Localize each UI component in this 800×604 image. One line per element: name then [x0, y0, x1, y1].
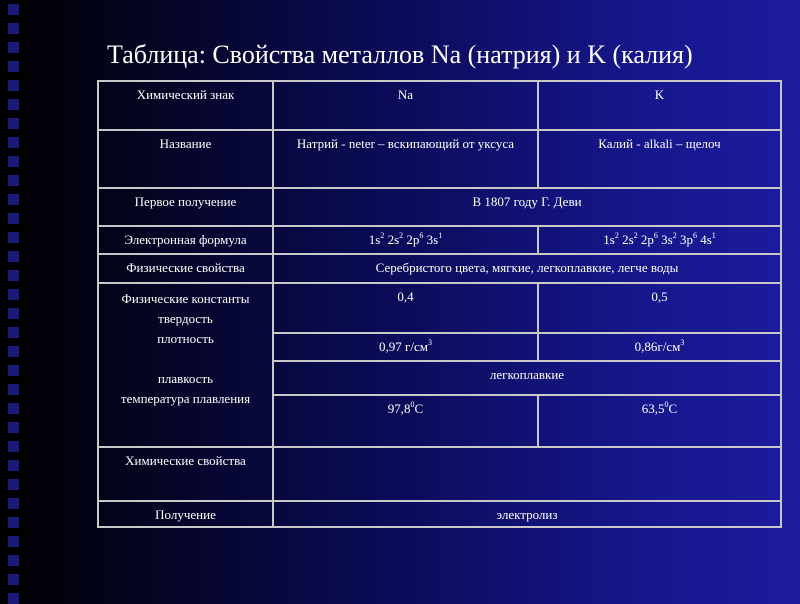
value-symbol-na: Na — [273, 81, 538, 130]
film-hole — [8, 194, 19, 205]
value-density-na: 0,97 $г/см^3$ — [273, 333, 538, 361]
table-row — [98, 81, 781, 130]
label-melting-temperature: температура плавления — [120, 391, 251, 406]
value-obtaining: электролиз — [273, 501, 781, 527]
label-fusibility: плавкость — [157, 371, 214, 386]
value-hardness-na: 0,4 — [273, 283, 538, 333]
film-hole — [8, 536, 19, 547]
table-row — [98, 226, 781, 254]
value-name-na: Натрий - neter – вскипающий от уксуса — [273, 130, 538, 188]
table-row — [98, 501, 781, 527]
label-physical-constants — [98, 283, 273, 447]
table-row — [98, 283, 781, 333]
value-first-obtained: В 1807 году Г. Деви — [273, 188, 781, 226]
film-hole — [8, 555, 19, 566]
value-fusibility: легкоплавкие — [273, 361, 781, 395]
value-chemical-properties — [273, 447, 781, 501]
value-formula-na: $1s^2$ $2s^2$ $2p^6$ $3s^1$ — [273, 226, 538, 254]
film-hole — [8, 213, 19, 224]
value-symbol-k: K — [538, 81, 781, 130]
label-hardness: твердость — [158, 311, 213, 326]
film-hole — [8, 498, 19, 509]
film-hole — [8, 251, 19, 262]
film-hole — [8, 80, 19, 91]
label-first-obtained: Первое получение — [98, 188, 273, 226]
value-name-k: Калий - alkali – щелоч — [538, 130, 781, 188]
film-strip-decoration — [0, 0, 26, 600]
film-hole — [8, 460, 19, 471]
film-hole — [8, 99, 19, 110]
film-hole — [8, 384, 19, 395]
value-hardness-k: 0,5 — [538, 283, 781, 333]
film-hole — [8, 403, 19, 414]
label-phys-constants-heading: Физические константы — [121, 291, 250, 306]
label-name: Название — [98, 130, 273, 188]
label-electron-formula: Электронная формула — [98, 226, 273, 254]
film-hole — [8, 422, 19, 433]
label-density: плотность — [157, 331, 214, 346]
label-chemical-properties: Химические свойства — [98, 447, 273, 501]
table-row — [98, 254, 781, 283]
film-hole — [8, 23, 19, 34]
value-density-k: $0,86г/см^3$ — [538, 333, 781, 361]
table-row — [98, 130, 781, 188]
film-hole — [8, 574, 19, 585]
metals-properties-table — [97, 80, 782, 528]
value-physical-properties: Серебристого цвета, мягкие, легкоплавкие, легче воды — [273, 254, 781, 283]
film-hole — [8, 232, 19, 243]
film-hole — [8, 308, 19, 319]
film-hole — [8, 175, 19, 186]
film-hole — [8, 289, 19, 300]
slide-title: Таблица: Свойства металлов Na (натрия) и K (калия) — [107, 40, 693, 69]
label-chemical-symbol: Химический знак — [98, 81, 273, 130]
film-hole — [8, 517, 19, 528]
table-row — [98, 188, 781, 226]
label-physical-properties: Физические свойства — [98, 254, 273, 283]
film-hole — [8, 118, 19, 129]
table-row — [98, 447, 781, 501]
film-hole — [8, 441, 19, 452]
film-hole — [8, 270, 19, 281]
film-hole — [8, 4, 19, 15]
value-formula-k: $1s^2$ $2s^2$ $2p^6$ $3s^2$ $3p^6$ $4s^1$ — [538, 226, 781, 254]
film-hole — [8, 137, 19, 148]
value-melting-k: 63,5$^0$С — [538, 395, 781, 447]
film-hole — [8, 42, 19, 53]
film-hole — [8, 156, 19, 167]
film-hole — [8, 346, 19, 357]
value-melting-na: 97,8$^0$С — [273, 395, 538, 447]
film-hole — [8, 479, 19, 490]
film-hole — [8, 365, 19, 376]
film-hole — [8, 593, 19, 604]
film-hole — [8, 327, 19, 338]
label-obtaining: Получение — [98, 501, 273, 527]
film-hole — [8, 61, 19, 72]
